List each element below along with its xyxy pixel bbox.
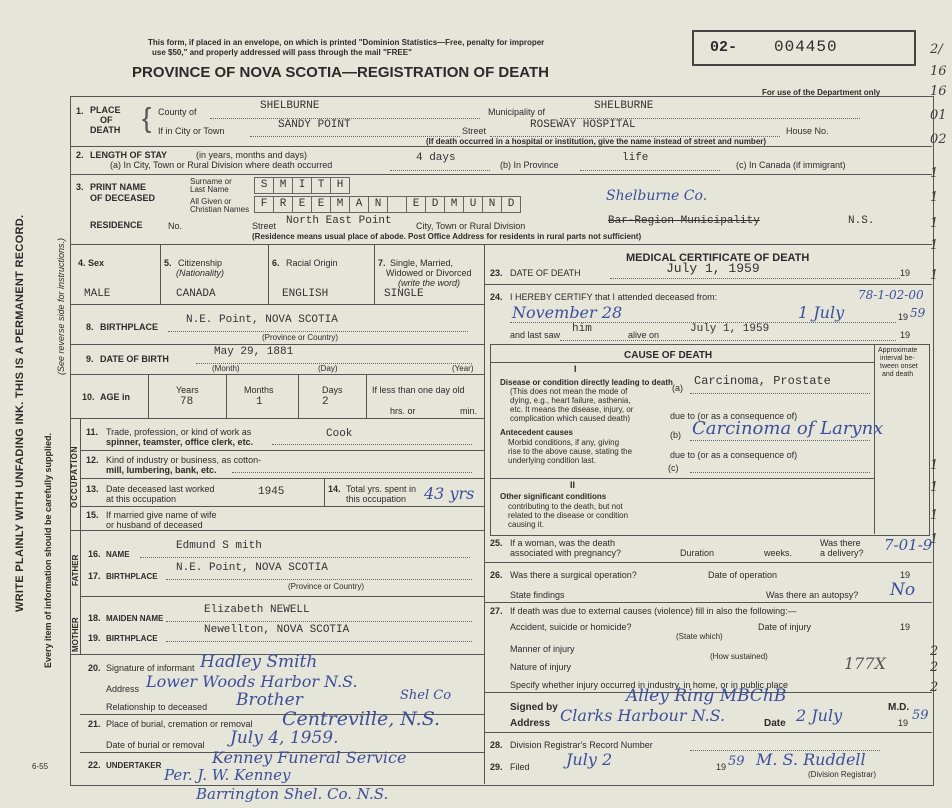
filed-value[interactable]: July 2 — [566, 750, 613, 769]
attended-year-value[interactable]: 59 — [910, 306, 926, 320]
q23-year-suffix: 19 — [900, 268, 911, 278]
side-instruction-sub: Every item of information should be carefully supplied. — [43, 432, 53, 668]
duration-label: Duration — [680, 548, 715, 558]
age-num: 10. — [82, 392, 95, 402]
dob-label: DATE OF BIRTH — [100, 354, 169, 364]
filed-label: Filed — [510, 762, 530, 772]
filed-year-value[interactable]: 59 — [728, 754, 745, 769]
marital-label-3: (write the word) — [398, 278, 461, 288]
registrar-signature[interactable]: M. S. Ruddell — [756, 750, 866, 769]
residence-city-label: City, Town or Rural Division — [416, 221, 526, 231]
margin-code: 1 — [930, 238, 939, 253]
delivery-label-b: a delivery? — [820, 548, 864, 558]
op-date-label: Date of operation — [708, 570, 778, 580]
q14-value[interactable]: 43 yrs — [424, 484, 475, 503]
q17-num: 17. — [88, 571, 101, 581]
surname-letter-boxes[interactable] — [254, 177, 349, 193]
name-letter-box: N — [368, 196, 388, 213]
cause-b-label: (b) — [670, 430, 681, 440]
father-birthplace-label: BIRTHPLACE — [106, 572, 158, 581]
direct-cause-4: etc. It means the disease, injury, or — [510, 405, 634, 414]
margin-code: 1 — [930, 268, 939, 283]
q16-num: 16. — [88, 549, 101, 559]
name-letter-box: H — [330, 177, 350, 194]
doctor-address-value[interactable]: Clarks Harbour N.S. — [560, 706, 726, 725]
relationship-value[interactable]: Brother — [236, 690, 303, 710]
days-value[interactable]: 2 — [322, 396, 329, 408]
signed-by-value[interactable]: Alley Ring MBChB — [626, 686, 787, 706]
given-name-letter-boxes[interactable] — [254, 196, 520, 212]
q13-num: 13. — [86, 484, 99, 494]
doctor-address-label: Address — [510, 718, 551, 729]
approx-1: Approximate — [878, 347, 918, 354]
sec1-brace: { — [142, 102, 152, 133]
father-side-label: FATHER — [71, 554, 80, 586]
annotation-code-25: 7-01-9 — [884, 536, 933, 554]
months-value[interactable]: 1 — [256, 396, 263, 408]
q19-num: 19. — [88, 633, 101, 643]
birthplace-num: 8. — [86, 322, 94, 332]
q28-num: 28. — [490, 740, 503, 750]
county-value[interactable]: SHELBURNE — [260, 100, 320, 112]
years-value[interactable]: 78 — [180, 396, 194, 408]
dob-month-caption: (Month) — [212, 364, 240, 373]
doctor-year-19: 19 — [898, 718, 909, 728]
direct-cause-1: Disease or condition directly leading to death — [500, 378, 673, 387]
record-number-label: Division Registrar's Record Number — [510, 740, 653, 750]
stay-a-label: (a) In City, Town or Rural Division where death occurred — [110, 160, 333, 170]
residence-label: RESIDENCE — [90, 220, 143, 230]
city-town-value[interactable]: SANDY POINT — [278, 119, 351, 131]
direct-cause-3: dying, e.g., heart failure, asthenia, — [510, 396, 631, 405]
filed-year-19: 19 — [716, 762, 727, 772]
given-label-2: Christian Names — [190, 205, 250, 214]
q12-text-b: mill, lumbering, bank, etc. — [106, 465, 217, 475]
undertaker-line-3[interactable]: Barrington Shel. Co. N.S. — [196, 785, 389, 803]
margin-code: 2 — [930, 660, 939, 675]
name-letter-box: U — [463, 196, 483, 213]
given-label-1: All Given or — [190, 197, 232, 206]
q23-num: 23. — [490, 268, 503, 278]
informant-address-value[interactable]: Lower Woods Harbor N.S. — [146, 672, 358, 691]
direct-cause-2: (This does not mean the mode of — [510, 387, 628, 396]
q13-value[interactable]: 1945 — [258, 486, 285, 498]
last-saw-him[interactable]: him — [572, 323, 592, 335]
attended-from-value[interactable]: November 28 — [512, 303, 623, 322]
mother-birthplace-value[interactable]: Newellton, NOVA SCOTIA — [204, 624, 350, 636]
reg-number: 004450 — [774, 38, 838, 56]
state-which-caption: (State which) — [676, 632, 723, 641]
approx-2: interval be- — [880, 355, 915, 362]
q11-text-b: spinner, teamster, office clerk, etc. — [106, 437, 254, 447]
q12-num: 12. — [86, 455, 99, 465]
racial-num: 6. — [272, 258, 280, 268]
mother-name-value[interactable]: Elizabeth NEWELL — [204, 604, 310, 616]
house-no-label: House No. — [786, 126, 829, 136]
sec3-label1: PRINT NAME — [90, 182, 146, 192]
father-birth-caption: (Province or Country) — [288, 582, 365, 591]
undertaker-label: UNDERTAKER — [106, 761, 162, 770]
street-label: Street — [462, 126, 487, 136]
age-label: AGE in — [100, 392, 131, 402]
undertaker-line-1[interactable]: Kenney Funeral Service — [212, 748, 407, 767]
surname-label-2: Last Name — [190, 185, 229, 194]
alive-on-value[interactable]: July 1, 1959 — [690, 323, 770, 335]
doctor-year-value[interactable]: 59 — [912, 708, 929, 723]
mother-side-label: MOTHER — [71, 617, 80, 652]
name-letter-box: R — [273, 196, 293, 213]
autopsy-value[interactable]: No — [890, 580, 916, 600]
marital-label-2: Widowed or Divorced — [386, 268, 472, 278]
name-letter-box: E — [311, 196, 331, 213]
sec2-label: LENGTH OF STAY — [90, 150, 168, 160]
franking-notice-1: This form, if placed in an envelope, on which is printed "Dominion Statistics—Free, penalty for improper — [148, 38, 545, 47]
stay-b-value[interactable]: life — [622, 152, 649, 164]
registration-number-box — [692, 30, 916, 66]
margin-code: 1 — [930, 532, 939, 547]
sec2-num: 2. — [76, 150, 84, 160]
last-saw-label: and last saw — [510, 330, 561, 340]
roman-2: II — [570, 480, 576, 490]
margin-code: 1 — [930, 480, 939, 495]
attended-to-value[interactable]: 1 July — [798, 303, 845, 322]
dob-year-caption: (Year) — [452, 364, 474, 373]
q15-text-a: If married give name of wife — [106, 510, 217, 520]
cause-heading: CAUSE OF DEATH — [624, 350, 713, 361]
racial-value[interactable]: ENGLISH — [282, 288, 329, 300]
occupation-side-label: OCCUPATION — [70, 445, 79, 508]
name-letter-box — [387, 196, 407, 213]
op-year-19: 19 — [900, 570, 911, 580]
sec1-note: (If death occurred in a hospital or institution, give the name instead of street and number) — [426, 137, 767, 146]
autopsy-label: Was there an autopsy? — [766, 590, 859, 600]
accident-label: Accident, suicide or homicide? — [510, 622, 632, 632]
attended-year-19: 19 — [898, 312, 909, 322]
sec1-label-death: DEATH — [90, 125, 121, 135]
name-letter-box: F — [254, 196, 274, 213]
injury-date-label: Date of injury — [758, 622, 812, 632]
surname-label-1: Surname or — [190, 177, 232, 186]
sec1-num: 1. — [76, 106, 84, 116]
alive-year-19: 19 — [900, 330, 911, 340]
other-cond-3: related to the disease or condition — [508, 511, 629, 520]
delivery-label-a: Was there — [820, 538, 861, 548]
weeks-label: weeks. — [764, 548, 793, 558]
citizen-label-2: (Nationality) — [176, 268, 225, 278]
antecedent-1: Antecedent causes — [500, 428, 573, 437]
q26-label: Was there a surgical operation? — [510, 570, 637, 580]
md-label: M.D. — [888, 702, 910, 713]
racial-label: Racial Origin — [286, 258, 338, 268]
citizen-value[interactable]: CANADA — [176, 288, 216, 300]
q26-num: 26. — [490, 570, 503, 580]
q11-text-a: Trade, profession, or kind of work as — [106, 427, 252, 437]
q11-num: 11. — [86, 427, 99, 437]
medical-heading: MEDICAL CERTIFICATE OF DEATH — [626, 252, 810, 264]
form-code: 6-55 — [32, 762, 49, 771]
reg-prefix: 02- — [710, 39, 738, 56]
birthplace-label: BIRTHPLACE — [100, 322, 158, 332]
relationship-label: Relationship to deceased — [106, 702, 208, 712]
days-label: Days — [322, 385, 343, 395]
margin-code: 2 — [930, 644, 939, 659]
father-name-value[interactable]: Edmund S mith — [176, 540, 262, 552]
informant-sig-value[interactable]: Hadley Smith — [200, 652, 318, 672]
findings-label: State findings — [510, 590, 565, 600]
name-letter-box: D — [501, 196, 521, 213]
cause-b-value[interactable]: Carcinoma of Larynx — [692, 418, 884, 439]
name-letter-box: M — [444, 196, 464, 213]
alive-on-label: alive on — [628, 330, 660, 340]
nature-label: Nature of injury — [510, 662, 572, 672]
sec3-num: 3. — [76, 182, 84, 192]
margin-code: 1 — [930, 458, 939, 473]
how-sustained-caption: (How sustained) — [710, 652, 768, 661]
antecedent-4: underlying condition last. — [508, 456, 597, 465]
margin-code: 1 — [930, 216, 939, 231]
dept-use-label: For use of the Department only — [762, 88, 881, 97]
due-to-a: due to (or as a consequence of) — [670, 411, 798, 421]
roman-1: I — [574, 364, 577, 374]
relationship-note: Shel Co — [400, 688, 452, 703]
other-cond-4: causing it. — [508, 520, 545, 529]
stay-a-value[interactable]: 4 days — [416, 152, 456, 164]
years-label: Years — [176, 385, 199, 395]
doctor-date-label: Date — [764, 718, 786, 729]
specify-label: Specify whether injury occurred in industry, in home, or in public place — [510, 680, 788, 690]
q12-text-a: Kind of industry or business, as cotton- — [106, 455, 262, 465]
undertaker-line-2[interactable]: Per. J. W. Kenney — [164, 766, 291, 784]
q27-label: If death was due to external causes (violence) fill in also the following:— — [510, 606, 797, 616]
manner-label: Manner of injury — [510, 644, 575, 654]
citizen-label: Citizenship — [178, 258, 223, 268]
q11-value[interactable]: Cook — [326, 428, 353, 440]
cause-c-label: (c) — [668, 463, 679, 473]
name-letter-box: D — [425, 196, 445, 213]
annotation-code-24: 78-1-02-00 — [858, 288, 924, 302]
certify-label: I HEREBY CERTIFY that I attended deceased from: — [510, 292, 718, 302]
signed-by-label: Signed by — [510, 702, 558, 713]
name-letter-box: M — [273, 177, 293, 194]
q13-text-b: at this occupation — [106, 494, 177, 504]
q15-text-b: or husband of deceased — [106, 520, 203, 530]
q15-num: 15. — [86, 510, 99, 520]
direct-cause-5: complication which caused death) — [510, 414, 631, 423]
municipality-value[interactable]: SHELBURNE — [594, 100, 654, 112]
burial-place-label: Place of burial, cremation or removal — [106, 719, 253, 729]
min-label: min. — [460, 406, 478, 416]
municipality-label: Municipality of — [488, 107, 546, 117]
q25-text-a: If a woman, was the death — [510, 538, 616, 548]
marital-num: 7. — [378, 258, 386, 268]
q20-num: 20. — [88, 663, 101, 673]
residence-handwritten-county: Shelburne Co. — [606, 188, 708, 204]
burial-date-value[interactable]: July 4, 1959. — [230, 728, 339, 748]
q21-num: 21. — [88, 719, 101, 729]
cause-a-label: (a) — [672, 383, 683, 393]
maiden-name-label: MAIDEN NAME — [106, 614, 164, 623]
residence-note: (Residence means usual place of abode. Post Office Address for residents in rural parts not sufficient) — [252, 232, 642, 241]
q14-num: 14. — [328, 484, 341, 494]
name-letter-box: T — [311, 177, 331, 194]
stay-c-label: (c) In Canada (if immigrant) — [736, 160, 846, 170]
months-label: Months — [244, 385, 274, 395]
name-letter-box: I — [292, 177, 312, 194]
hrs-label: hrs. or — [390, 406, 416, 416]
citizen-num: 5. — [164, 258, 172, 268]
margin-code: 02 — [930, 132, 947, 147]
less-than-day-label: If less than one day old — [372, 385, 465, 395]
county-label: County of — [158, 107, 197, 117]
q25-num: 25. — [490, 538, 503, 548]
margin-code: 2/ — [930, 42, 943, 57]
date-of-death-label: DATE OF DEATH — [510, 268, 581, 278]
due-to-b: due to (or as a consequence of) — [670, 450, 798, 460]
burial-date-label: Date of burial or removal — [106, 740, 205, 750]
q25-text-b: associated with pregnancy? — [510, 548, 622, 558]
annotation-code-27: 177X — [844, 654, 886, 673]
birthplace-caption: (Province or Country) — [262, 333, 339, 342]
residence-city-value[interactable]: Bar-Region Municipality — [608, 215, 760, 227]
margin-code: 01 — [930, 108, 947, 123]
name-letter-box: E — [292, 196, 312, 213]
residence-no-label: No. — [168, 221, 183, 231]
residence-province[interactable]: N.S. — [848, 215, 875, 227]
residence-street-value[interactable]: North East Point — [286, 215, 392, 227]
q14-text-b: this occupation — [346, 494, 407, 504]
margin-code: 2 — [930, 680, 939, 695]
q18-num: 18. — [88, 613, 101, 623]
margin-code: 1 — [930, 508, 939, 523]
mother-birthplace-label: BIRTHPLACE — [106, 634, 158, 643]
sec3-label2: OF DECEASED — [90, 193, 156, 203]
sec2-label-rest: (in years, months and days) — [196, 150, 308, 160]
dob-value[interactable]: May 29, 1881 — [214, 346, 294, 358]
father-name-label: NAME — [106, 550, 130, 559]
q29-num: 29. — [490, 762, 503, 772]
q24-num: 24. — [490, 292, 503, 302]
father-birthplace-value[interactable]: N.E. Point, NOVA SCOTIA — [176, 562, 328, 574]
q13-text-a: Date deceased last worked — [106, 484, 215, 494]
q14-text-a: Total yrs. spent in — [346, 484, 417, 494]
registrar-caption: (Division Registrar) — [808, 770, 877, 779]
approx-3: tween onset — [880, 363, 918, 370]
doctor-date-value[interactable]: 2 July — [796, 706, 843, 725]
margin-code: 16 — [930, 84, 947, 99]
stay-b-label: (b) In Province — [500, 160, 559, 170]
sec1-label-place: PLACE — [90, 105, 121, 115]
cause-a-value[interactable]: Carcinoma, Prostate — [694, 374, 831, 388]
approx-4: and death — [882, 371, 914, 378]
side-instruction-note: (See reverse side for instructions.) — [56, 237, 66, 375]
city-town-label: If in City or Town — [158, 126, 225, 136]
marital-value[interactable]: SINGLE — [384, 288, 424, 300]
name-letter-box: N — [482, 196, 502, 213]
dob-day-caption: (Day) — [318, 364, 338, 373]
antecedent-2: Morbid conditions, if any, giving — [508, 438, 620, 447]
q27-num: 27. — [490, 606, 503, 616]
margin-code: 1 — [930, 166, 939, 181]
margin-codes — [930, 40, 952, 700]
dob-num: 9. — [86, 354, 94, 364]
sex-value[interactable]: MALE — [84, 288, 111, 300]
margin-code: 1 — [930, 190, 939, 205]
informant-address-label: Address — [106, 684, 140, 694]
birthplace-value[interactable]: N.E. Point, NOVA SCOTIA — [186, 314, 338, 326]
name-letter-box: S — [254, 177, 274, 194]
date-of-death-value[interactable]: July 1, 1959 — [666, 261, 760, 276]
street-value[interactable]: ROSEWAY HOSPITAL — [530, 119, 636, 131]
other-cond-1: Other significant conditions — [500, 492, 607, 501]
sex-label: 4. Sex — [78, 258, 105, 268]
form-title: PROVINCE OF NOVA SCOTIA—REGISTRATION OF DEATH — [132, 64, 549, 81]
antecedent-3: rise to the above cause, stating the — [508, 447, 633, 456]
informant-sig-label: Signature of informant — [106, 663, 195, 673]
margin-code: 16 — [930, 64, 947, 79]
name-letter-box: M — [330, 196, 350, 213]
other-cond-2: contributing to the death, but not — [508, 502, 623, 511]
residence-street-label: Street — [252, 221, 277, 231]
sec1-label-of: OF — [100, 115, 113, 125]
burial-place-value[interactable]: Centreville, N.S. — [282, 708, 441, 730]
franking-notice-2: use $50," and properly addressed will pass through the mail "FREE" — [152, 48, 412, 57]
name-letter-box: A — [349, 196, 369, 213]
name-letter-box: E — [406, 196, 426, 213]
marital-label-1: Single, Married, — [390, 258, 454, 268]
injury-year-19: 19 — [900, 622, 911, 632]
q22-num: 22. — [88, 760, 101, 770]
side-instruction-main: WRITE PLAINLY WITH UNFADING INK. THIS IS A PERMANENT RECORD. — [14, 214, 26, 612]
